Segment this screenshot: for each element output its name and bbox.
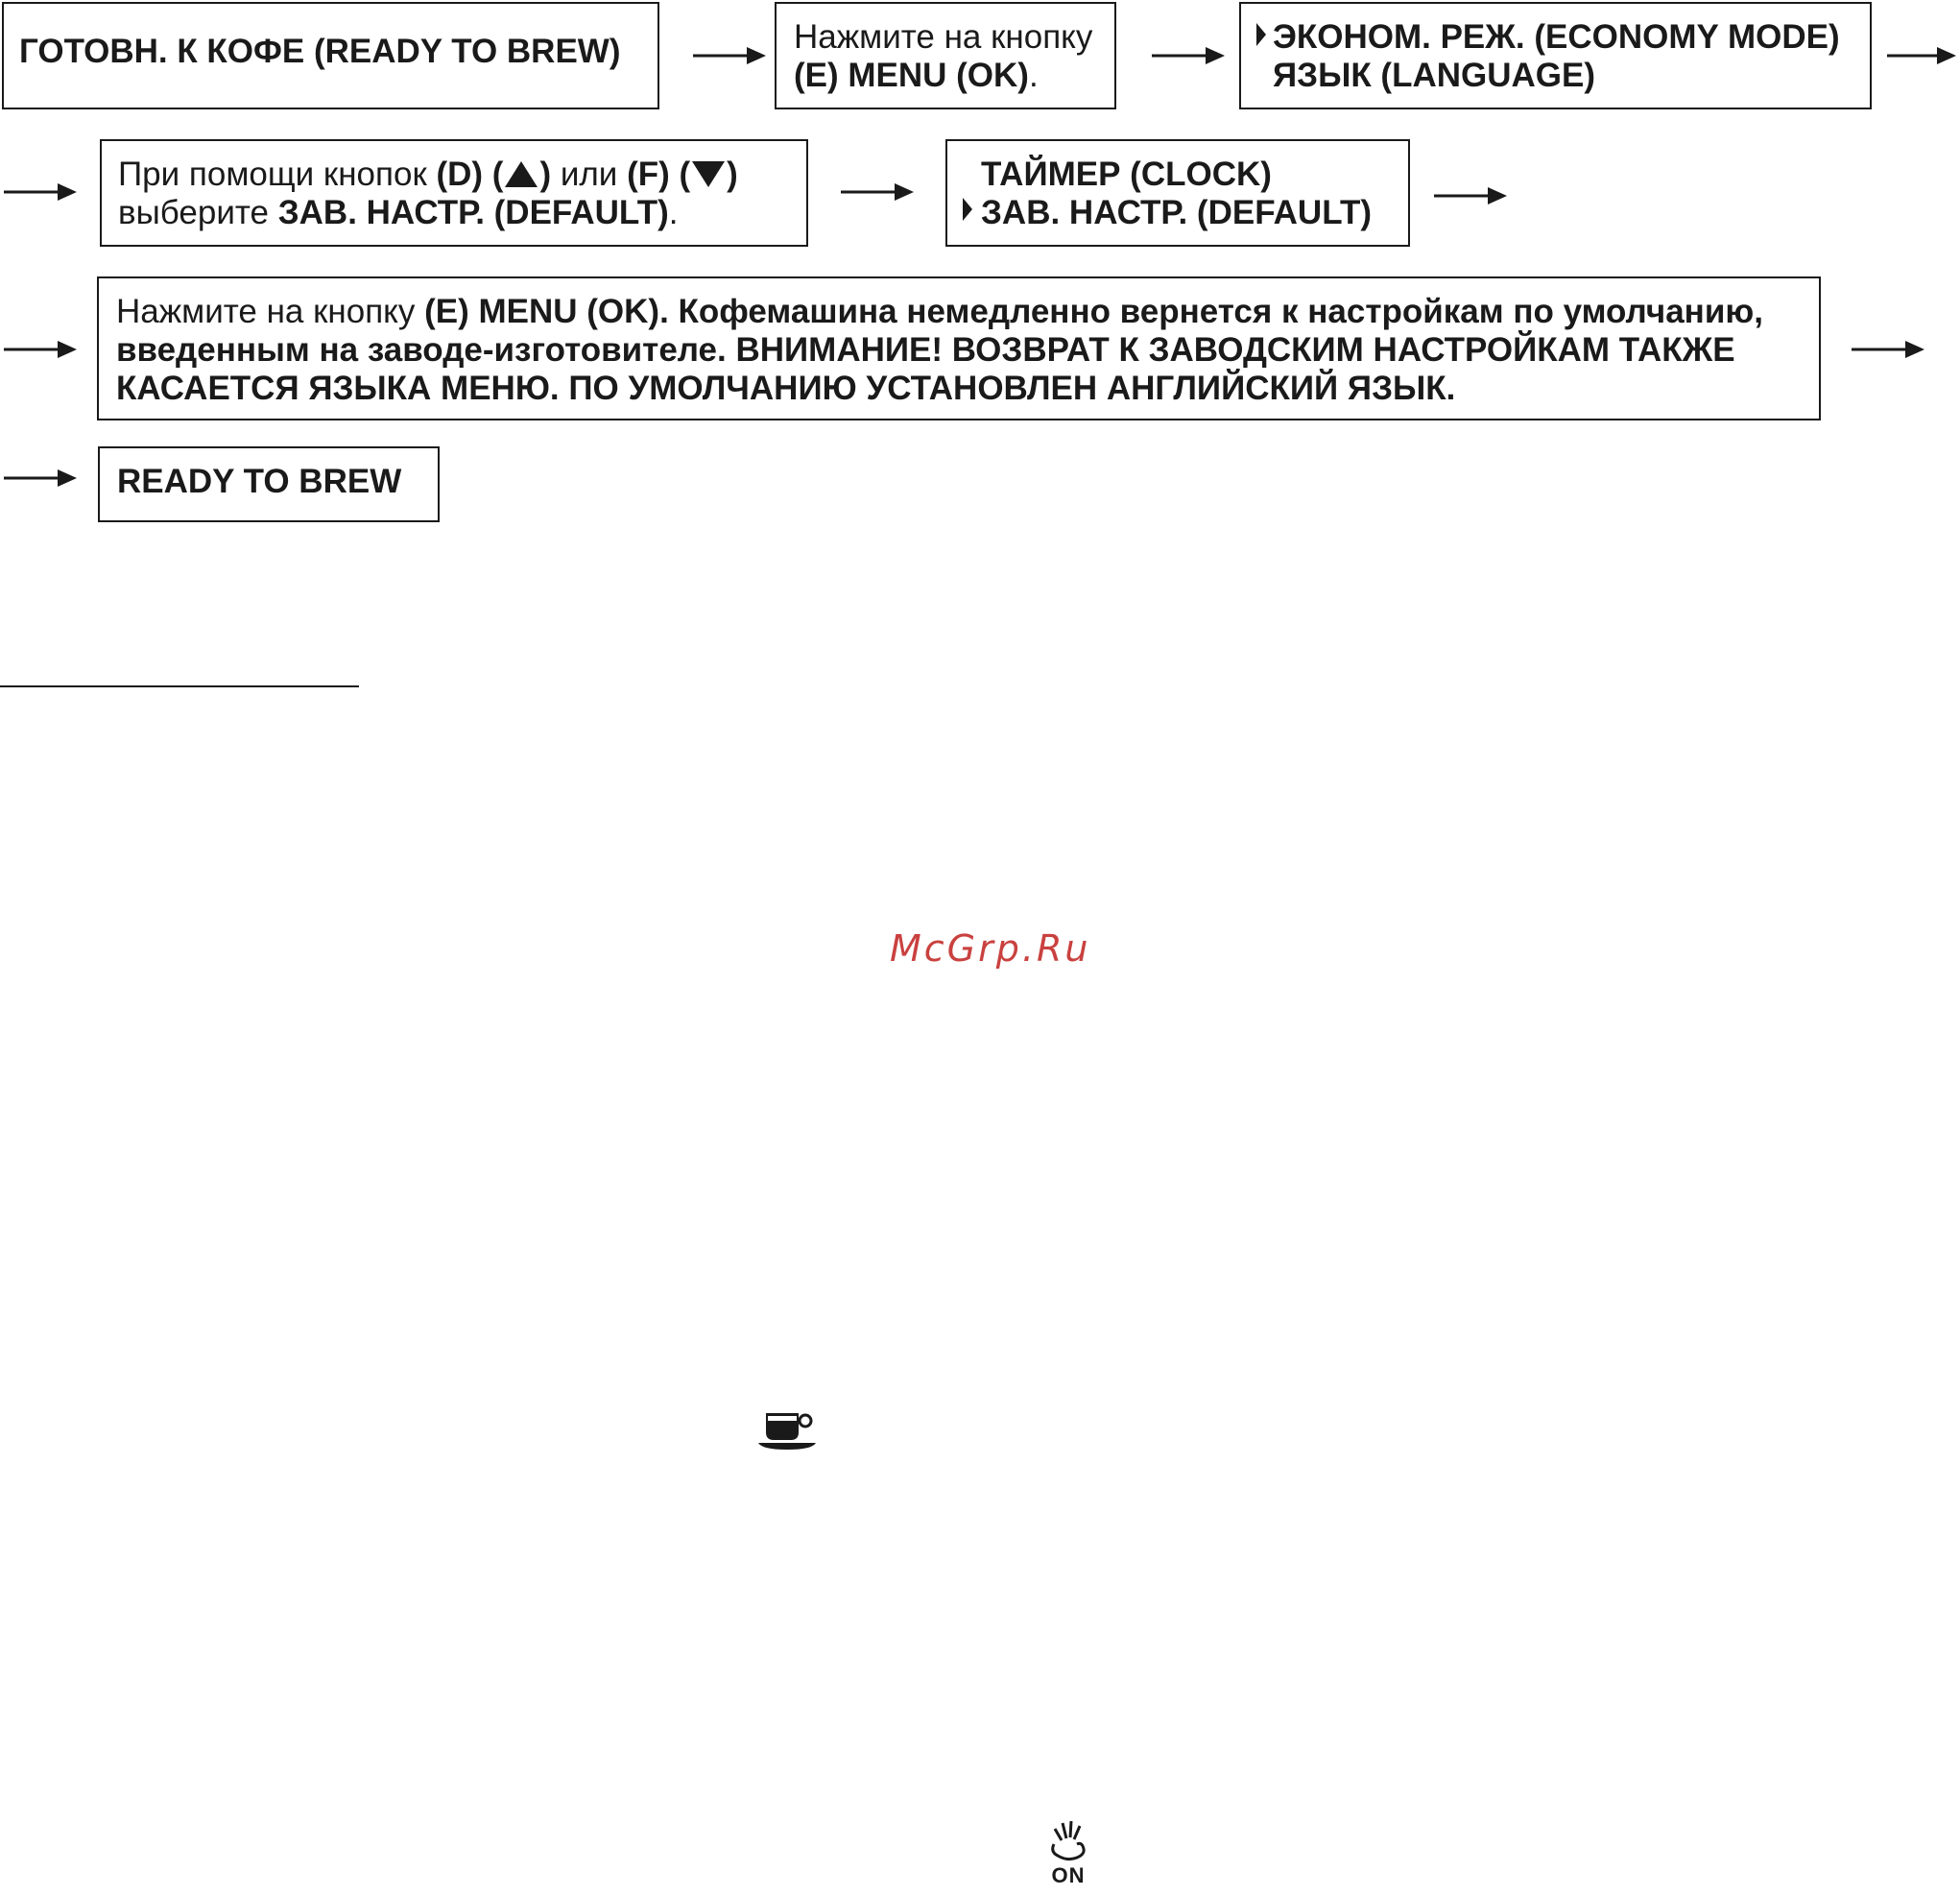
- display-ready-to-brew-ru: [2, 2, 659, 109]
- arrow-right-icon: [693, 46, 766, 65]
- up-arrow-icon: [505, 161, 538, 187]
- arrow-right-icon: [4, 340, 77, 359]
- display-ready-to-brew-en: [98, 446, 440, 522]
- menu-item-default: ЗАВ. НАСТР. (DEFAULT): [981, 194, 1373, 231]
- display-text: READY TO BREW: [117, 463, 402, 500]
- arrow-right-icon: [4, 182, 77, 202]
- instruction-line: Нажмите на кнопку (E) MENU (OK). Кофемашина немедленно вернется к настройкам по умолчанию,: [116, 293, 1763, 330]
- arrow-right-icon: [1852, 340, 1924, 359]
- display-text: ГОТОВН. К КОФЕ (READY TO BREW): [19, 33, 621, 70]
- instruction-press-menu: [775, 2, 1116, 109]
- section-divider: [0, 685, 359, 687]
- arrow-right-icon: [1434, 186, 1507, 205]
- selection-cursor-icon: [963, 198, 972, 221]
- display-menu-economy: [1239, 2, 1872, 109]
- menu-item-language: ЯЗЫК (LANGUAGE): [1273, 57, 1596, 94]
- menu-item-economy: ЭКОНОМ. РЕЖ. (ECONOMY MODE): [1273, 18, 1840, 56]
- menu-item-clock: ТАЙМЕР (CLOCK): [981, 156, 1272, 193]
- coffee-cup-icon: [756, 1411, 818, 1453]
- display-menu-default: [945, 139, 1410, 247]
- down-arrow-icon: [692, 161, 725, 187]
- power-on-icon: [1046, 1819, 1090, 1861]
- power-on-indicator: [1046, 1819, 1090, 1886]
- instruction-line: введенным на заводе-изготовителе. ВНИМАНИЕ! ВОЗВРАТ К ЗАВОДСКИМ НАСТРОЙКАМ ТАКЖЕ: [116, 331, 1735, 369]
- instruction-line: Нажмите на кнопку: [794, 18, 1093, 56]
- instruction-line: (E) MENU (OK).: [794, 57, 1039, 94]
- instruction-line: При помощи кнопок (D) ( ) или (F) ( ): [118, 156, 738, 193]
- watermark: McGrp.Ru: [890, 927, 1091, 970]
- arrow-right-icon: [1887, 46, 1956, 65]
- instruction-confirm-reset: [97, 276, 1821, 420]
- power-label: ON: [1051, 1863, 1086, 1887]
- menu-button-label: (E) MENU (OK): [794, 57, 1029, 94]
- instruction-line: выберите ЗАВ. НАСТР. (DEFAULT).: [118, 194, 679, 231]
- instruction-select-default: [100, 139, 808, 247]
- selection-cursor-icon: [1256, 23, 1266, 46]
- instruction-line: КАСАЕТСЯ ЯЗЫКА МЕНЮ. ПО УМОЛЧАНИЮ УСТАНОВЛЕН АНГЛИЙСКИЙ ЯЗЫК.: [116, 370, 1456, 407]
- arrow-right-icon: [4, 468, 77, 488]
- arrow-right-icon: [841, 182, 914, 202]
- arrow-right-icon: [1152, 46, 1225, 65]
